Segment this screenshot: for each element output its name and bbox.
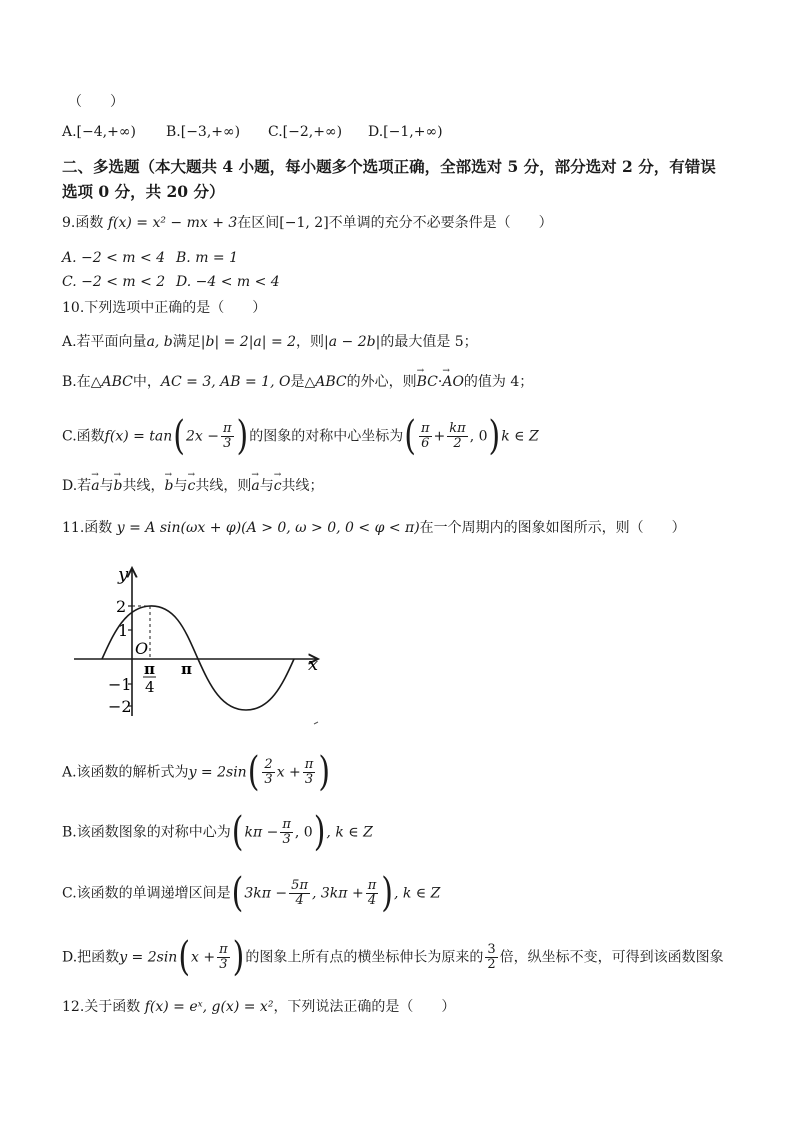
q9-stem-a: 9.函数 [62, 215, 108, 231]
q10-stem: 10.下列选项中正确的是（ ） [62, 300, 267, 316]
q11-stem [62, 518, 686, 538]
q11-a-func: y = 2sin [188, 764, 247, 781]
q11-c-text: C.该函数的单调递增区间是 [62, 885, 231, 902]
q10-c-text2: 的图象的对称中心坐标为 [249, 428, 404, 445]
q11-stem-b: 在一个周期内的图象如图所示，则（ ） [419, 520, 686, 536]
q10-d-text5: 共线，则 [195, 478, 252, 494]
q11-b-text: B.该函数图象的对称中心为 [62, 824, 231, 841]
q9-option-b: B. m = 1 [176, 250, 239, 266]
q9-option-c: C. −2 < m < 2 [62, 274, 166, 290]
q11-option-a: A.该函数的解析式为y = 2sin( $\frac{2}{3}$ x + $\frac{\pi}{3}$ ) [62, 748, 331, 796]
q10-d-vec-a: → a [91, 476, 99, 496]
x-axis-label: x [308, 654, 319, 675]
q11-d-x: x + [191, 949, 216, 966]
q10-c-frac-den: 3 [223, 436, 232, 451]
q11-a-mid: x + [276, 764, 301, 781]
q11-b-zero: , 0 [294, 824, 313, 841]
q10-option-b [62, 372, 533, 392]
x-label-pi: π [181, 660, 192, 678]
q11-b-pi-num: π [282, 817, 291, 832]
q10-a-condition: |b| = 2|a| = 2 [200, 334, 297, 350]
q11-c-pi-den: 4 [367, 893, 377, 908]
q8-answer-paren: （ ） [68, 94, 124, 110]
section-heading-line2: 选项 0 分，共 20 分） [62, 182, 225, 201]
q10-b-text1: B.在 [62, 374, 91, 390]
q10-b-triangle2: △ABC [304, 374, 347, 390]
q10-c-arg: 2x − [186, 428, 219, 445]
q11-b-kpi: kπ − [244, 824, 279, 841]
q10-b-text2: 中， [132, 374, 161, 390]
q10-b-condition: AC = 3, AB = 1, O [160, 374, 291, 390]
q10-b-text5: 的值为 4； [463, 374, 534, 390]
q12-functions: f(x) = eˣ, g(x) = x² [144, 999, 274, 1015]
q10-b-text4: 的外心，则 [346, 374, 417, 390]
q10-a-text1: A.若平面向量 [62, 334, 147, 350]
x-label-pi4-den: 4 [145, 678, 155, 696]
q11-a-pi-num: π [304, 757, 314, 772]
y-label-2: 2 [116, 597, 127, 616]
q11-c-5pi-den: 4 [295, 893, 304, 908]
section-heading-line1: 二、多选题（本大题共 4 小题，每小题多个选项正确，全部选对 5 分，部分选对 2 分，有错误 [62, 157, 716, 176]
q11-c-part1: 3kπ − [244, 885, 288, 902]
q11-d-frac-num: 3 [487, 942, 496, 957]
q9-function: f(x) = x² − mx + 3 [107, 215, 238, 231]
q9-interval: [−1, 2] [279, 215, 329, 231]
q11-d-frac-den: 2 [487, 957, 496, 972]
q11-d-text2: 的图象上所有点的横坐标伸长为原来的 [245, 949, 484, 966]
q11-a-frac-num: 2 [264, 757, 273, 772]
q11-option-b: B.该函数图象的对称中心为(kπ − $\frac{\pi}{3}$ , 0), k ∈ Z [62, 808, 373, 856]
q10-d-text1: D.若 [62, 478, 92, 494]
q10-c-zero: , 0 [469, 428, 488, 445]
q11-option-d: D.把函数y = 2sin(x + $\frac{\pi}{3}$ )的图象上所有点的横坐标伸长为原来的 $\frac{3}{2}$ 倍，纵坐标不变，可得到该函数图象 [62, 933, 724, 981]
q10-option-a [62, 332, 478, 352]
q8-option-a: A.[−4,+∞) [62, 124, 136, 140]
origin-label: O [135, 639, 149, 658]
q10-d-text4: 与 [173, 478, 188, 494]
q10-d-vec-c: → c [187, 476, 195, 496]
q10-d-text3: 共线， [122, 478, 165, 494]
q9-stem-c: 不单调的充分不必要条件是（ ） [328, 215, 553, 231]
q9-stem-b: 在区间 [237, 215, 280, 231]
q11-d-text3: 倍，纵坐标不变，可得到该函数图象 [499, 949, 724, 966]
q11-d-func: y = 2sin [119, 949, 178, 966]
q11-d-text1: D.把函数 [62, 949, 120, 966]
q12-stem [62, 997, 455, 1017]
q10-c-frac-num: π [223, 421, 232, 436]
q8-option-c: C.[−2,+∞) [268, 124, 343, 140]
q11-c-kz: , k ∈ Z [393, 885, 441, 902]
q11-d-pi-num: π [219, 942, 228, 957]
q10-d-vec-b: → b [114, 476, 123, 496]
y-label-neg1: −1 [108, 675, 132, 694]
q11-c-pi-num: π [367, 878, 377, 893]
q11-stem-a: 11.函数 [62, 520, 117, 536]
q11-a-text: A.该函数的解析式为 [62, 764, 189, 781]
q11-c-5pi-num: 5π [291, 878, 308, 893]
q11-d-pi-den: 3 [219, 957, 228, 972]
q10-c-plus: + [433, 428, 446, 445]
q12-stem-a: 12.关于函数 [62, 999, 145, 1015]
q10-a-vectors: a, b [146, 334, 173, 350]
q9-option-a: A. −2 < m < 4 [62, 250, 166, 266]
q10-d-vec-c2: → c [274, 476, 282, 496]
q11-a-frac-den: 3 [264, 772, 273, 787]
q9-stem [62, 213, 553, 233]
sine-curve [102, 606, 294, 710]
q11-option-c: C.该函数的单调递增区间是(3kπ − $\frac{5\pi}{4}$ , 3kπ + $\frac{\pi}{4}$ ), k ∈ Z [62, 869, 441, 917]
q11-function: y = A sin(ωx + φ)(A > 0, ω > 0, 0 < φ < π) [116, 520, 420, 536]
sine-graph [68, 560, 328, 725]
q12-stem-b: ，下列说法正确的是（ ） [273, 999, 456, 1015]
q10-option-d [62, 476, 324, 496]
x-label-pi4-num: π [144, 660, 155, 678]
q10-b-dot: · [437, 374, 443, 390]
q10-b-vector-bc: → BC [417, 372, 438, 392]
q10-d-vec-a2: → a [251, 476, 259, 496]
q10-c-kpi-num: kπ [449, 421, 466, 436]
corner-mark [314, 722, 318, 724]
q10-c-function: f(x) = tan [104, 428, 173, 445]
q11-b-pi-den: 3 [282, 832, 291, 847]
q11-a-pi-den: 3 [304, 772, 314, 787]
q10-c-pi6-den: 6 [421, 436, 430, 451]
y-label-neg2: −2 [108, 697, 132, 716]
y-axis-label: y [118, 564, 129, 585]
q10-d-text6: 与 [259, 478, 274, 494]
q9-option-d: D. −4 < m < 4 [176, 274, 280, 290]
q10-c-text1: C.函数 [62, 428, 105, 445]
q8-option-d: D.[−1,+∞) [368, 124, 443, 140]
y-label-1: 1 [118, 621, 129, 640]
q10-c-kpi-den: 2 [453, 436, 462, 451]
q10-a-expression: |a − 2b| [324, 334, 381, 350]
q10-option-c: C.函数f(x) = tan(2x − $\frac{\pi}{3}$ )的图象的对称中心坐标为( $\frac{\pi}{6}$ + $\frac{k\pi}{2}$ , 0)k ∈ Z [62, 412, 539, 460]
q10-c-kz: k ∈ Z [501, 428, 539, 445]
q10-b-triangle: △ABC [90, 374, 133, 390]
q10-b-text3: 是 [290, 374, 305, 390]
q11-c-part2: , 3kπ + [312, 885, 364, 902]
q10-d-vec-b2: → b [165, 476, 174, 496]
q10-b-vector-ao: → AO [442, 372, 464, 392]
q10-c-pi6-num: π [420, 421, 430, 436]
q10-a-text3: ，则 [296, 334, 325, 350]
q10-d-text2: 与 [99, 478, 114, 494]
q10-a-text4: 的最大值是 5； [380, 334, 478, 350]
q10-a-text2: 满足 [172, 334, 201, 350]
q11-b-kz: , k ∈ Z [326, 824, 373, 841]
q8-option-b: B.[−3,+∞) [166, 124, 241, 140]
q10-d-text7: 共线； [281, 478, 324, 494]
